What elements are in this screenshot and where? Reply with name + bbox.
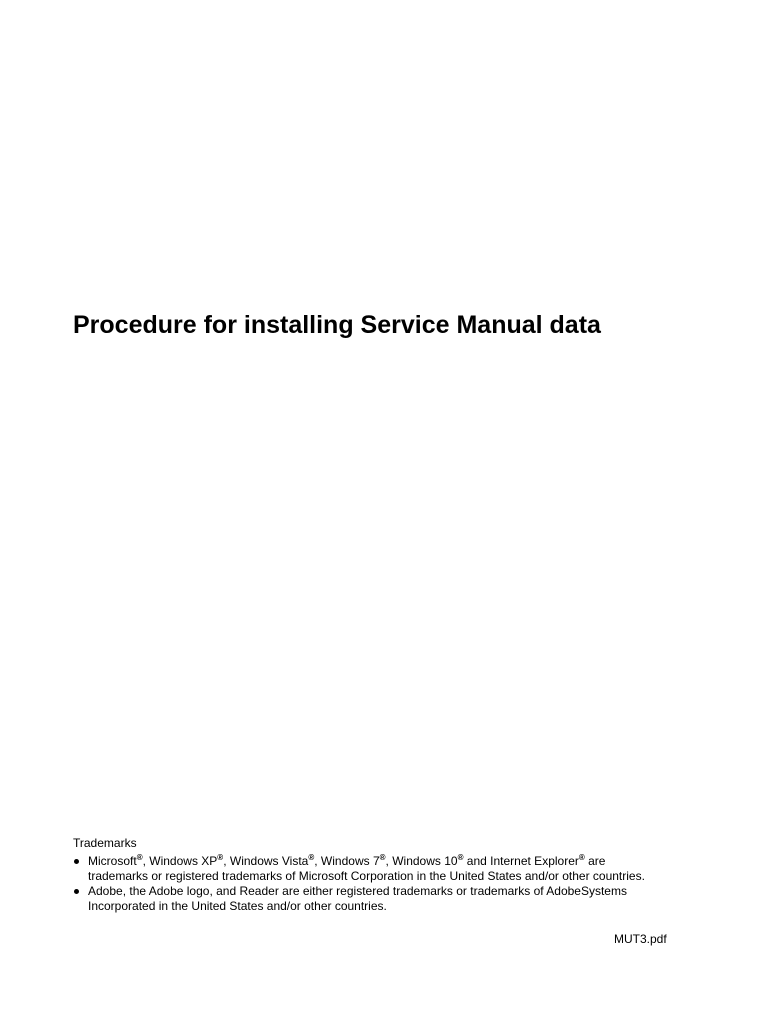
windows-7-text: , Windows 7	[314, 854, 380, 868]
trademark-item-adobe-line-1: Adobe, the Adobe logo, and Reader are either registered trademarks or trademarks of AdobeSystems	[88, 884, 627, 898]
trademarks-heading: Trademarks	[73, 836, 137, 850]
windows-10-text: , Windows 10	[385, 854, 458, 868]
windows-vista-text: , Windows Vista	[223, 854, 309, 868]
are-text: are	[584, 854, 606, 868]
trademark-item-adobe	[73, 884, 713, 914]
registered-mark: ®	[217, 853, 224, 862]
trademark-item-microsoft-line-1	[88, 854, 713, 869]
registered-mark: ®	[578, 853, 585, 862]
bullet-icon	[74, 859, 79, 864]
trademark-item-microsoft	[73, 854, 713, 884]
trademark-item-microsoft-line-2: trademarks or registered trademarks of Microsoft Corporation in the United States and/or other countries.	[88, 869, 645, 883]
trademark-item-adobe-line-2: Incorporated in the United States and/or other countries.	[88, 899, 387, 913]
registered-mark: ®	[136, 853, 143, 862]
bullet-icon	[74, 889, 79, 894]
file-name: MUT3.pdf	[614, 932, 667, 946]
registered-mark: ®	[379, 853, 386, 862]
trademarks-section	[73, 836, 713, 914]
internet-explorer-text: and Internet Explorer	[463, 854, 579, 868]
registered-mark: ®	[457, 853, 464, 862]
page-title: Procedure for installing Service Manual data	[73, 311, 601, 339]
trademark-list	[73, 854, 713, 914]
registered-mark: ®	[308, 853, 315, 862]
microsoft-text: Microsoft	[88, 854, 137, 868]
windows-xp-text: , Windows XP	[142, 854, 218, 868]
